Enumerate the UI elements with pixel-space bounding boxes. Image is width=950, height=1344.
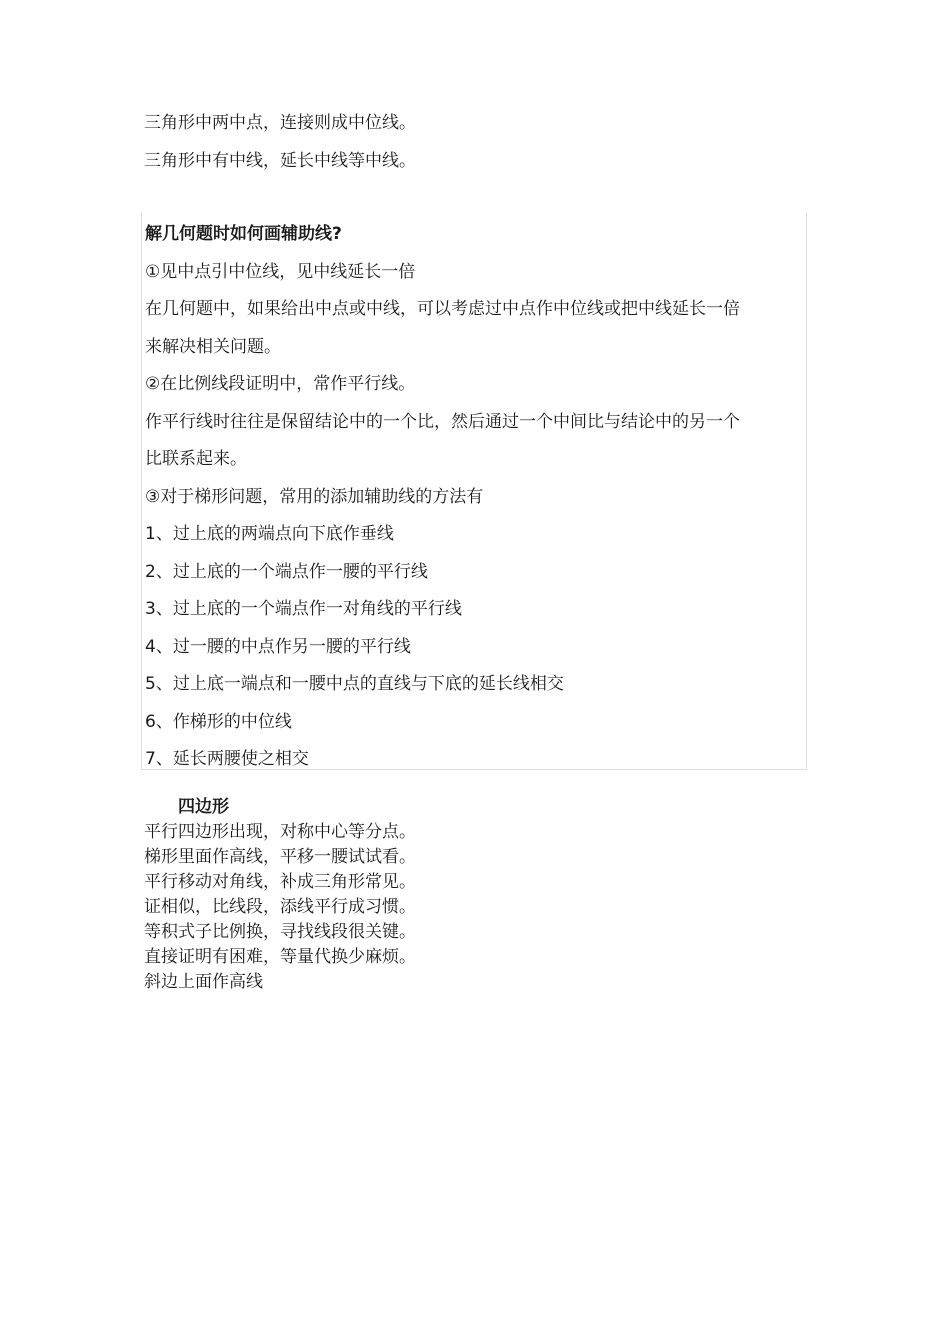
list-item: 2、过上底的一个端点作一腰的平行线	[145, 561, 428, 582]
text-row: ③对于梯形问题，常用的添加辅助线的方法有	[145, 486, 484, 507]
triangle-tips	[144, 104, 814, 180]
verse-line: 等积式子比例换，寻找线段很关键。	[144, 922, 416, 942]
verse-line: 梯形里面作高线，平移一腰试试看。	[144, 847, 416, 867]
section-title: 四边形	[178, 797, 229, 817]
section-heading: 解几何题时如何画辅助线?	[145, 224, 342, 244]
auxiliary-line-section	[141, 213, 807, 770]
list-item: 4、过一腰的中点作另一腰的平行线	[145, 636, 411, 657]
verse-line: 斜边上面作高线	[144, 972, 263, 992]
verse-line: 证相似，比线段，添线平行成习惯。	[144, 897, 416, 917]
text-row: 比联系起来。	[145, 449, 247, 469]
verse-line: 平行四边形出现，对称中心等分点。	[144, 822, 416, 842]
text-row: 来解决相关问题。	[145, 336, 281, 357]
list-item: 1、过上底的两端点向下底作垂线	[145, 524, 394, 544]
list-item: 3、过上底的一个端点作一对角线的平行线	[145, 599, 462, 619]
list-item: 7、延长两腰使之相交	[145, 749, 309, 769]
text-row: ②在比例线段证明中，常作平行线。	[145, 374, 416, 394]
text-row: 作平行线时往往是保留结论中的一个比，然后通过一个中间比与结论中的另一个	[145, 411, 740, 432]
verse-line: 直接证明有困难，等量代换少麻烦。	[144, 947, 416, 967]
quadrilateral-section	[144, 795, 744, 995]
list-item: 6、作梯形的中位线	[145, 711, 292, 732]
tip-line: 三角形中有中线，延长中线等中线。	[144, 151, 416, 171]
tip-line: 三角形中两中点，连接则成中位线。	[144, 113, 416, 133]
text-row: ①见中点引中位线，见中线延长一倍	[145, 261, 416, 282]
text-row: 在几何题中，如果给出中点或中线，可以考虑过中点作中位线或把中线延长一倍	[145, 299, 740, 319]
list-item: 5、过上底一端点和一腰中点的直线与下底的延长线相交	[145, 674, 564, 694]
verse-line: 平行移动对角线，补成三角形常见。	[144, 872, 416, 892]
